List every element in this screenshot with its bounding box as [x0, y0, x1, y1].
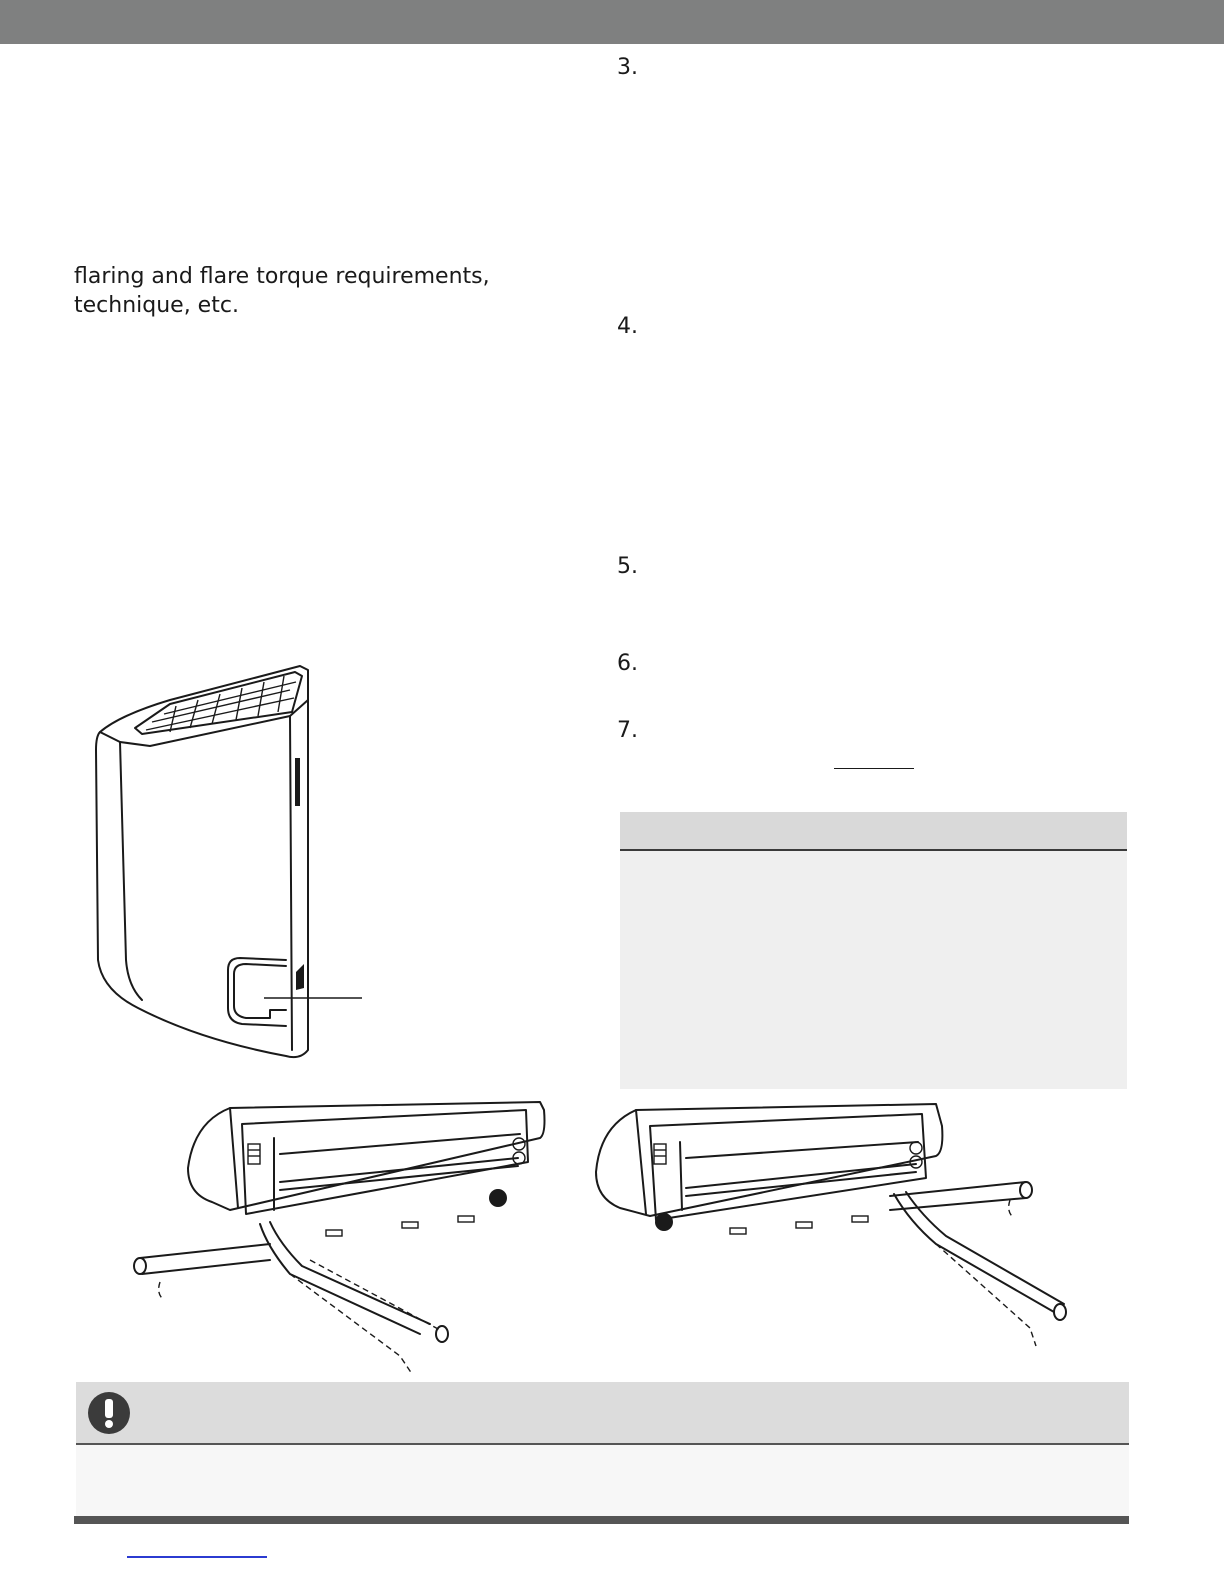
exclamation-icon: [87, 1391, 131, 1435]
bottom-rule: [74, 1516, 1129, 1524]
warning-box-header: [76, 1382, 1129, 1445]
link-underline[interactable]: [834, 768, 914, 769]
note-box-header: [620, 812, 1127, 851]
body-text-line-2: technique, etc.: [74, 293, 239, 318]
note-box: [620, 812, 1127, 1089]
body-text-line-1: flaring and flare torque requirements,: [74, 264, 490, 289]
step-number-3: 3.: [617, 55, 638, 80]
header-bar: [0, 0, 1224, 44]
warning-box: [76, 1382, 1129, 1516]
pipe-routing-left-illustration: [130, 1098, 550, 1380]
indoor-unit-side-illustration: [90, 660, 380, 1070]
footer-link[interactable]: [127, 1556, 267, 1558]
pipe-routing-right-illustration: [590, 1098, 1090, 1358]
step-number-6: 6.: [617, 651, 638, 676]
step-number-5: 5.: [617, 554, 638, 579]
body-text: [74, 262, 534, 320]
step-number-4: 4.: [617, 314, 638, 339]
step-number-7: 7.: [617, 718, 638, 743]
